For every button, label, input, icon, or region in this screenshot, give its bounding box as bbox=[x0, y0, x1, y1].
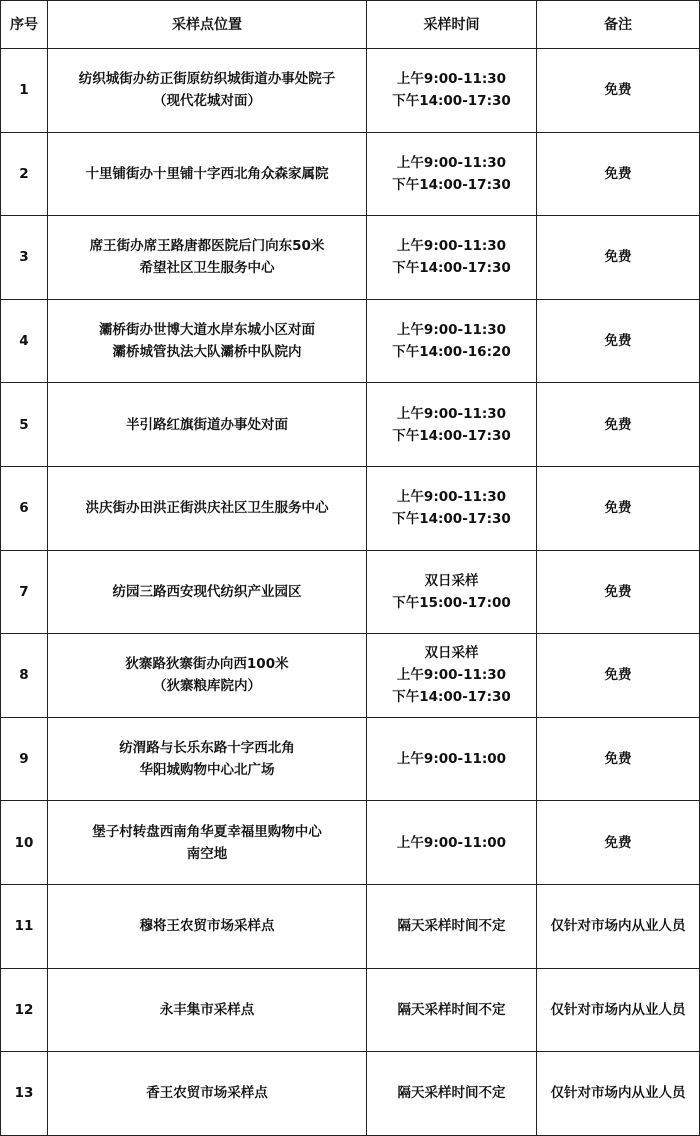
note-cell: 免费 bbox=[537, 717, 700, 801]
note-cell: 仅针对市场内从业人员 bbox=[537, 968, 700, 1052]
note-cell: 免费 bbox=[537, 132, 700, 216]
location-line: （狄寨粮库院内） bbox=[153, 678, 261, 695]
location-line: 纺织城街办纺正街原纺织城街道办事处院子 bbox=[78, 71, 336, 88]
location-line: 永丰集市采样点 bbox=[159, 1001, 255, 1018]
location-cell bbox=[48, 1052, 367, 1136]
table-row bbox=[1, 801, 700, 885]
location-line: 华阳城购物中心北广场 bbox=[139, 762, 275, 779]
table-row bbox=[1, 299, 700, 383]
row-number: 8 bbox=[1, 634, 48, 718]
table-row bbox=[1, 717, 700, 801]
location-cell bbox=[48, 717, 367, 801]
location-cell bbox=[48, 968, 367, 1052]
note-cell: 免费 bbox=[537, 49, 700, 133]
time-line: 上午9:00-11:30 bbox=[396, 667, 507, 684]
table-row bbox=[1, 968, 700, 1052]
time-cell bbox=[367, 132, 537, 216]
location-line: 堡子村转盘西南角华夏幸福里购物中心 bbox=[92, 823, 322, 840]
location-cell bbox=[48, 49, 367, 133]
location-line: 十里铺街办十里铺十字西北角众森家属院 bbox=[85, 165, 329, 182]
row-number: 13 bbox=[1, 1052, 48, 1136]
time-cell bbox=[367, 968, 537, 1052]
location-line: 香王农贸市场采样点 bbox=[146, 1085, 268, 1102]
location-line: 灞桥城管执法大队灞桥中队院内 bbox=[112, 344, 302, 361]
row-number: 4 bbox=[1, 299, 48, 383]
header-time: 采样时间 bbox=[367, 1, 537, 49]
location-line: 灞桥街办世博大道水岸东城小区对面 bbox=[99, 322, 315, 339]
location-cell bbox=[48, 299, 367, 383]
time-cell bbox=[367, 634, 537, 718]
time-line: 隔天采样时间不定 bbox=[397, 1001, 506, 1018]
table-body bbox=[1, 49, 700, 1136]
header-note: 备注 bbox=[537, 1, 700, 49]
table-row bbox=[1, 383, 700, 467]
time-cell bbox=[367, 49, 537, 133]
note-cell: 免费 bbox=[537, 550, 700, 634]
table-header bbox=[1, 1, 700, 49]
row-number: 11 bbox=[1, 884, 48, 968]
header-location: 采样点位置 bbox=[48, 1, 367, 49]
note-cell: 免费 bbox=[537, 383, 700, 467]
time-line: 下午14:00-17:30 bbox=[392, 511, 511, 528]
table-row bbox=[1, 466, 700, 550]
time-line: 隔天采样时间不定 bbox=[397, 918, 506, 935]
time-line: 隔天采样时间不定 bbox=[397, 1085, 506, 1102]
time-cell bbox=[367, 884, 537, 968]
time-line: 上午9:00-11:30 bbox=[396, 322, 507, 339]
location-cell bbox=[48, 801, 367, 885]
table-row bbox=[1, 634, 700, 718]
time-line: 上午9:00-11:00 bbox=[396, 751, 507, 768]
location-cell bbox=[48, 884, 367, 968]
time-line: 下午14:00-16:20 bbox=[392, 344, 511, 361]
location-cell bbox=[48, 132, 367, 216]
time-cell bbox=[367, 717, 537, 801]
location-line: 穆将王农贸市场采样点 bbox=[139, 918, 275, 935]
location-line: 席王街办席王路唐都医院后门向东50米 bbox=[89, 238, 325, 255]
time-cell bbox=[367, 801, 537, 885]
time-line: 下午14:00-17:30 bbox=[392, 689, 511, 706]
table-row bbox=[1, 132, 700, 216]
location-line: 希望社区卫生服务中心 bbox=[139, 260, 275, 277]
location-cell bbox=[48, 634, 367, 718]
time-line: 下午14:00-17:30 bbox=[392, 176, 511, 193]
note-cell: 免费 bbox=[537, 634, 700, 718]
time-cell bbox=[367, 1052, 537, 1136]
time-line: 双日采样 bbox=[424, 572, 479, 589]
location-line: 狄寨路狄寨街办向西100米 bbox=[125, 656, 289, 673]
time-line: 下午14:00-17:30 bbox=[392, 260, 511, 277]
note-cell: 免费 bbox=[537, 466, 700, 550]
table-row bbox=[1, 550, 700, 634]
location-line: 纺园三路西安现代纺织产业园区 bbox=[112, 583, 302, 600]
time-line: 上午9:00-11:00 bbox=[396, 834, 507, 851]
row-number: 7 bbox=[1, 550, 48, 634]
location-line: 洪庆街办田洪正街洪庆社区卫生服务中心 bbox=[85, 500, 329, 517]
time-cell bbox=[367, 299, 537, 383]
note-cell: 仅针对市场内从业人员 bbox=[537, 1052, 700, 1136]
row-number: 1 bbox=[1, 49, 48, 133]
time-line: 上午9:00-11:30 bbox=[396, 154, 507, 171]
location-cell bbox=[48, 216, 367, 300]
row-number: 3 bbox=[1, 216, 48, 300]
time-cell bbox=[367, 383, 537, 467]
location-cell bbox=[48, 550, 367, 634]
time-line: 下午14:00-17:30 bbox=[392, 93, 511, 110]
time-line: 上午9:00-11:30 bbox=[396, 489, 507, 506]
time-line: 上午9:00-11:30 bbox=[396, 71, 507, 88]
table-row bbox=[1, 884, 700, 968]
note-cell: 免费 bbox=[537, 216, 700, 300]
location-cell bbox=[48, 466, 367, 550]
location-line: 半引路红旗街道办事处对面 bbox=[126, 416, 288, 433]
time-cell bbox=[367, 550, 537, 634]
time-line: 下午14:00-17:30 bbox=[392, 427, 511, 444]
time-line: 上午9:00-11:30 bbox=[396, 405, 507, 422]
row-number: 9 bbox=[1, 717, 48, 801]
note-cell: 免费 bbox=[537, 801, 700, 885]
location-cell bbox=[48, 383, 367, 467]
location-line: 南空地 bbox=[186, 845, 228, 862]
row-number: 6 bbox=[1, 466, 48, 550]
table-row bbox=[1, 1052, 700, 1136]
header-row bbox=[1, 1, 700, 49]
row-number: 10 bbox=[1, 801, 48, 885]
location-line: （现代花城对面） bbox=[153, 93, 261, 110]
table-row bbox=[1, 49, 700, 133]
header-number: 序号 bbox=[1, 1, 48, 49]
note-cell: 仅针对市场内从业人员 bbox=[537, 884, 700, 968]
location-line: 纺渭路与长乐东路十字西北角 bbox=[119, 740, 295, 757]
row-number: 5 bbox=[1, 383, 48, 467]
time-line: 上午9:00-11:30 bbox=[396, 238, 507, 255]
note-cell: 免费 bbox=[537, 299, 700, 383]
time-cell bbox=[367, 216, 537, 300]
table-row bbox=[1, 216, 700, 300]
row-number: 12 bbox=[1, 968, 48, 1052]
row-number: 2 bbox=[1, 132, 48, 216]
time-line: 双日采样 bbox=[424, 645, 479, 662]
time-line: 下午15:00-17:00 bbox=[392, 594, 511, 611]
time-cell bbox=[367, 466, 537, 550]
